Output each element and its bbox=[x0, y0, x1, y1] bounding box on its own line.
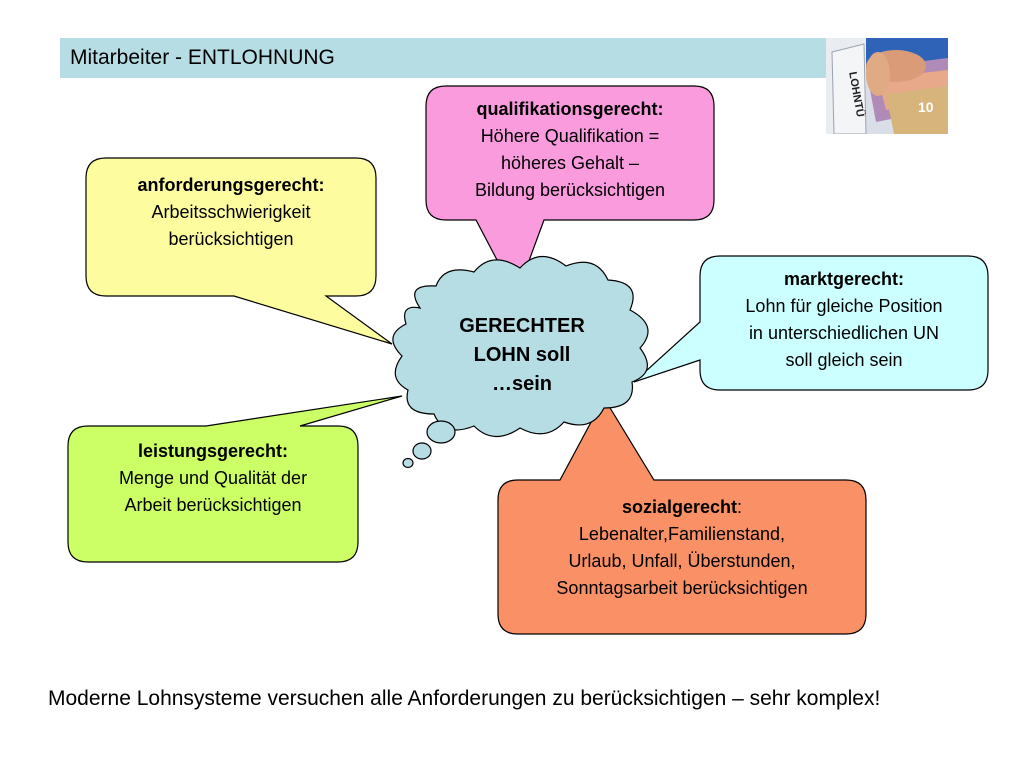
bubble-markt-line: soll gleich sein bbox=[785, 350, 903, 370]
thought-dot-medium bbox=[413, 443, 431, 459]
bubble-qualifikation bbox=[426, 96, 714, 204]
bubble-anforderung-heading: anforderungsgerecht: bbox=[137, 175, 325, 195]
bubble-anforderung bbox=[86, 172, 376, 253]
bubble-leistung-heading: leistungsgerecht: bbox=[137, 441, 289, 461]
footer-text: Moderne Lohnsysteme versuchen alle Anforderungen zu berücksichtigen – sehr komplex! bbox=[48, 687, 881, 710]
bubble-anforderung-line: Arbeitsschwierigkeit bbox=[151, 202, 311, 222]
bubble-markt bbox=[700, 266, 988, 374]
bubble-qualifikation-heading: qualifikationsgerecht: bbox=[476, 99, 664, 119]
bubble-sozial-line: Urlaub, Unfall, Überstunden, bbox=[568, 551, 796, 571]
bubble-sozial-line: Sonntagsarbeit berücksichtigen bbox=[556, 578, 808, 598]
center-label-line: LOHN soll bbox=[473, 344, 571, 366]
bubble-leistung bbox=[68, 438, 358, 519]
bubble-qualifikation-line: Höhere Qualifikation = bbox=[480, 126, 660, 146]
thought-dot-small bbox=[403, 459, 413, 468]
bubble-sozial-heading: sozialgerecht bbox=[621, 497, 738, 517]
bubble-markt-line: Lohn für gleiche Position bbox=[745, 296, 943, 316]
bubble-markt-heading: marktgerecht: bbox=[783, 269, 905, 289]
thought-dot-large bbox=[427, 421, 455, 443]
bubble-sozial-colon: : bbox=[737, 497, 743, 517]
bubble-qualifikation-line: Bildung berücksichtigen bbox=[474, 180, 666, 200]
bubble-markt-line: in unterschiedlichen UN bbox=[748, 323, 940, 343]
page-title: Mitarbeiter - ENTLOHNUNG bbox=[70, 46, 335, 69]
photo-lettering: LOHNTÜ bbox=[846, 70, 866, 118]
bubble-anforderung-line: berücksichtigen bbox=[168, 229, 294, 249]
bubble-sozial bbox=[498, 494, 866, 602]
center-label bbox=[420, 312, 624, 399]
bubble-sozial-line: Lebenalter,Familienstand, bbox=[578, 524, 786, 544]
bubble-leistung-line: Menge und Qualität der bbox=[118, 468, 308, 488]
bubble-leistung-line: Arbeit berücksichtigen bbox=[124, 495, 302, 515]
center-label-line: …sein bbox=[491, 373, 553, 395]
bubble-qualifikation-line: höheres Gehalt – bbox=[500, 153, 640, 173]
banknote-value: 10 bbox=[918, 99, 934, 115]
center-label-line: GERECHTER bbox=[459, 315, 585, 337]
